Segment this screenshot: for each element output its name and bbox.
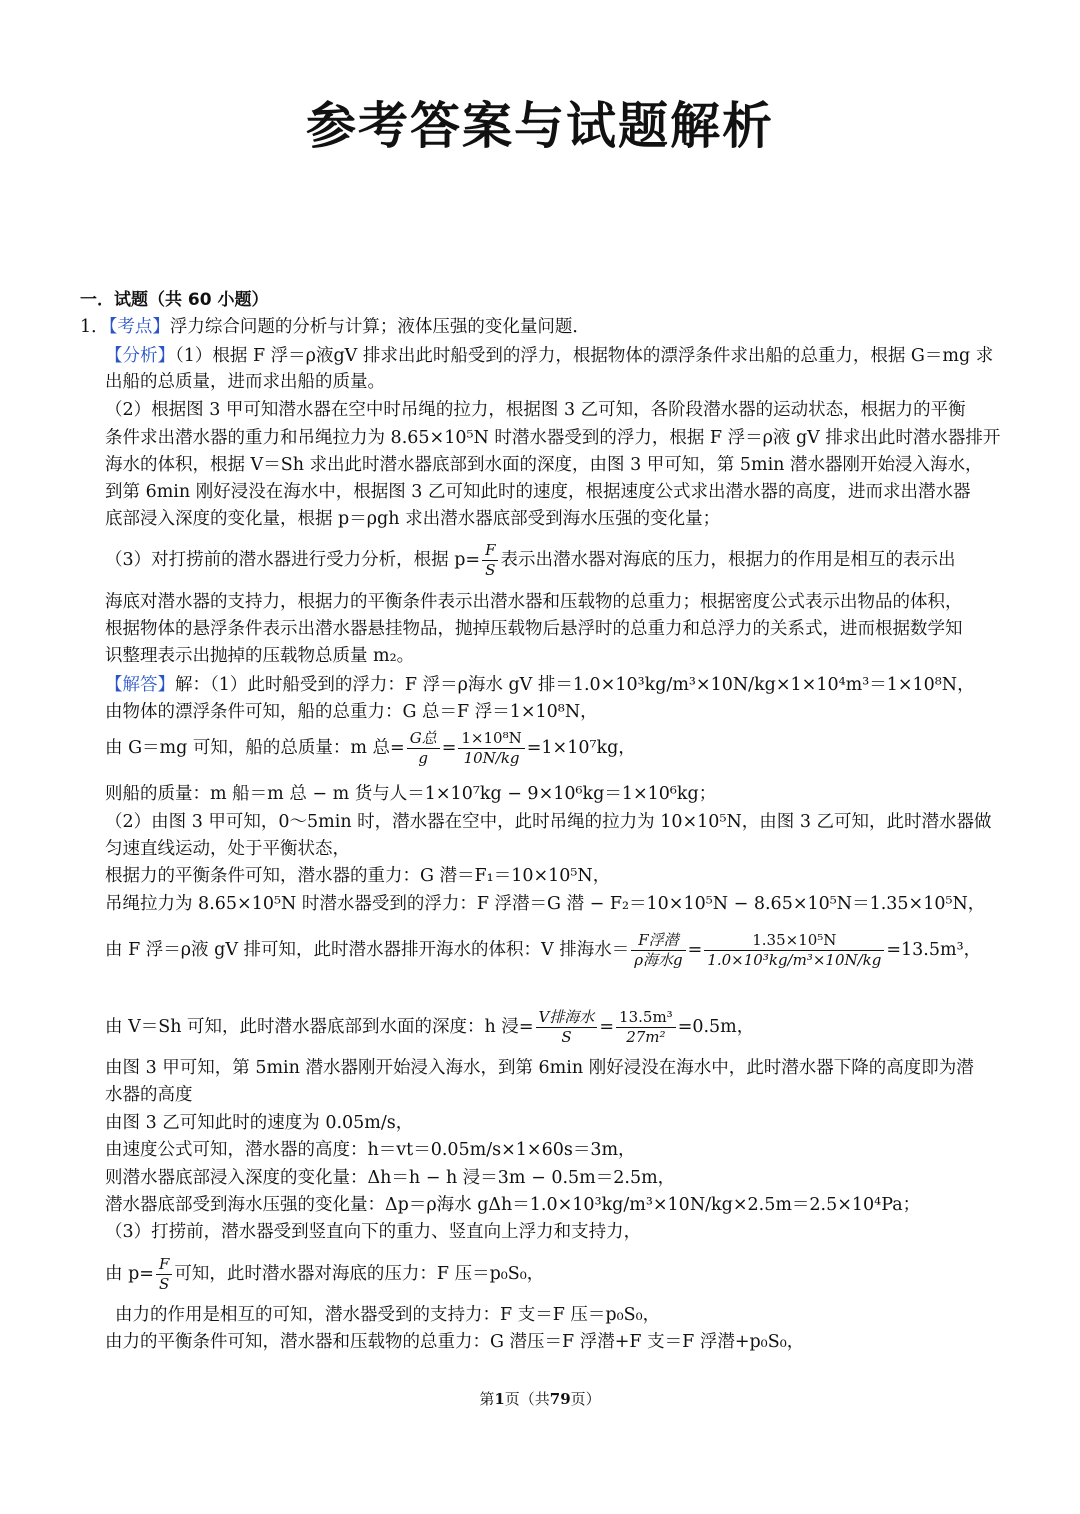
analysis-text: （3）对打捞前的潜水器进行受力分析，根据 p=	[105, 550, 481, 570]
fraction	[482, 541, 498, 580]
solution-line: 则船的质量：m 船＝m 总 − m 货与人＝1×10⁷kg − 9×10⁶kg＝1×10⁶kg；	[105, 784, 717, 804]
solution-line: 则潜水器底部浸入深度的变化量：Δh＝h − h 浸＝3m − 0.5m＝2.5m，	[105, 1168, 676, 1188]
solution-text: 由 G＝mg 可知，船的总质量：m 总=	[105, 738, 405, 758]
fraction-numerator: F	[482, 541, 498, 561]
solution-text: =1×10⁷kg，	[526, 738, 636, 758]
fraction-numerator: F浮潜	[631, 931, 685, 951]
solution-text: 可知，此时潜水器对海底的压力：F 压＝p₀S₀，	[174, 1264, 545, 1284]
tag-answer: 【解答】	[105, 675, 175, 695]
solution-text: =0.5m，	[677, 1017, 755, 1037]
analysis-line: 海底对潜水器的支持力，根据力的平衡条件表示出潜水器和压载物的总重力；根据密度公式表示出物品的体积，	[105, 592, 963, 612]
solution-text: 由 F 浮＝ρ液 gV 排可知，此时潜水器排开海水的体积：V 排海水＝	[105, 940, 630, 960]
fraction-numerator: G总	[407, 729, 440, 749]
solution-line: 由图 3 乙可知此时的速度为 0.05m/s，	[105, 1113, 414, 1133]
solution-text: 解：（1）此时船受到的浮力：F 浮＝ρ海水 gV 排＝1.0×10³kg/m³×10N/kg×1×10⁴m³＝1×10⁸N，	[175, 675, 975, 695]
footer-text: 页（共	[504, 1390, 550, 1408]
fraction-denominator: S	[159, 1275, 170, 1293]
fraction	[407, 729, 440, 768]
solution-line: 由速度公式可知，潜水器的高度：h＝vt＝0.05m/s×1×60s＝3m，	[105, 1140, 636, 1160]
question-number: 1．	[80, 317, 109, 337]
tag-point: 【考点】	[108, 317, 170, 337]
fraction-numerator: 1.35×10⁵N	[704, 931, 884, 951]
solution-text: 由 p=	[105, 1264, 154, 1284]
footer-text: 页）	[570, 1390, 601, 1408]
solution-line: 水器的高度	[105, 1085, 193, 1105]
fraction	[156, 1255, 172, 1294]
analysis-text: 表示出潜水器对海底的压力，根据力的作用是相互的表示出	[500, 550, 956, 570]
fraction	[631, 931, 685, 970]
analysis-line: 海水的体积，根据 V＝Sh 求出此时潜水器底部到水面的深度，由图 3 甲可知，第 5min 潜水器刚开始浸入海水，	[105, 455, 983, 475]
analysis-line: 条件求出潜水器的重力和吊绳拉力为 8.65×10⁵N 时潜水器受到的浮力，根据 F 浮＝ρ液 gV 排求出此时潜水器排开	[105, 428, 1001, 448]
fraction-denominator: g	[418, 749, 429, 767]
solution-line	[105, 1005, 754, 1049]
solution-text: 由 V＝Sh 可知，此时潜水器底部到水面的深度：h 浸=	[105, 1017, 534, 1037]
page-footer	[0, 1388, 1080, 1409]
analysis-line: 到第 6min 刚好浸没在海水中，根据图 3 乙可知此时的速度，根据速度公式求出潜水器的高度，进而求出潜水器	[105, 482, 971, 502]
analysis-line: 底部浸入深度的变化量，根据 p＝ρgh 求出潜水器底部受到海水压强的变化量；	[105, 509, 721, 529]
fraction	[704, 931, 884, 970]
fraction	[616, 1008, 676, 1047]
solution-line	[105, 928, 981, 972]
equals-sign: =	[441, 738, 457, 758]
solution-line: 匀速直线运动，处于平衡状态，	[105, 839, 350, 859]
analysis-line	[105, 344, 993, 368]
fraction-denominator: 1.0×10³kg/m³×10N/kg	[707, 951, 882, 969]
solution-line: 吊绳拉力为 8.65×10⁵N 时潜水器受到的浮力：F 浮潜＝G 潜 − F₂＝10×10⁵N − 8.65×10⁵N＝1.35×10⁵N，	[105, 894, 986, 914]
fraction-numerator: 13.5m³	[616, 1008, 676, 1028]
fraction-numerator: V排海水	[536, 1008, 598, 1028]
equals-sign: =	[687, 940, 703, 960]
page-number: 1	[494, 1390, 505, 1408]
analysis-line: 识整理表示出抛掉的压载物总质量 m₂。	[105, 646, 415, 666]
solution-line: 由力的平衡条件可知，潜水器和压载物的总重力：G 潜压＝F 浮潜+F 支＝F 浮潜+p₀S₀，	[105, 1332, 805, 1352]
analysis-line	[105, 541, 955, 580]
solution-line: （3）打捞前，潜水器受到竖直向下的重力、竖直向上浮力和支持力，	[105, 1222, 642, 1242]
fraction-denominator: 27m²	[626, 1028, 666, 1046]
page-title: 参考答案与试题解析	[306, 97, 774, 155]
solution-line	[105, 728, 636, 768]
solution-line: 由物体的漂浮条件可知，船的总重力：G 总＝F 浮＝1×10⁸N，	[105, 702, 598, 722]
solution-line: 由图 3 甲可知，第 5min 潜水器刚开始浸入海水，到第 6min 刚好浸没在海水中，此时潜水器下降的高度即为潜	[105, 1058, 974, 1078]
tag-analysis: 【分析】	[105, 346, 175, 366]
fraction	[458, 729, 524, 768]
fraction-numerator: F	[156, 1255, 172, 1275]
analysis-text: （1）根据 F 浮＝ρ液gV 排求出此时船受到的浮力，根据物体的漂浮条件求出船的总重力，根据 G＝mg 求	[175, 346, 994, 366]
solution-line	[105, 673, 975, 697]
section-heading: 一．试题（共 60 小题）	[80, 290, 269, 310]
fraction-numerator: 1×10⁸N	[458, 729, 524, 749]
fraction-denominator: 10N/kg	[463, 749, 520, 767]
solution-line	[105, 1254, 544, 1294]
solution-line: 潜水器底部受到海水压强的变化量：Δp＝ρ海水 gΔh＝1.0×10³kg/m³×10N/kg×2.5m＝2.5×10⁴Pa；	[105, 1195, 921, 1215]
solution-line: （2）由图 3 甲可知，0～5min 时，潜水器在空中，此时吊绳的拉力为 10×10⁵N，由图 3 乙可知，此时潜水器做	[105, 812, 992, 832]
analysis-line: （2）根据图 3 甲可知潜水器在空中时吊绳的拉力，根据图 3 乙可知，各阶段潜水器的运动状态，根据力的平衡	[105, 400, 966, 420]
question-1-point	[80, 315, 590, 339]
analysis-line: 根据物体的悬浮条件表示出潜水器悬挂物品，抛掉压载物后悬浮时的总重力和总浮力的关系式，进而根据数学知	[105, 619, 963, 639]
footer-text: 第	[479, 1390, 495, 1408]
fraction-denominator: S	[485, 561, 496, 579]
solution-line: 由力的作用是相互的可知，潜水器受到的支持力：F 支＝F 压＝p₀S₀，	[115, 1305, 661, 1325]
total-pages: 79	[549, 1390, 571, 1408]
solution-line: 根据力的平衡条件可知，潜水器的重力：G 潜＝F₁＝10×10⁵N，	[105, 866, 611, 886]
solution-text: =13.5m³，	[886, 940, 982, 960]
point-text: 浮力综合问题的分析与计算；液体压强的变化量问题．	[169, 317, 590, 337]
fraction	[536, 1008, 598, 1047]
fraction-denominator: ρ海水g	[634, 951, 683, 969]
fraction-denominator: S	[561, 1028, 572, 1046]
equals-sign: =	[599, 1017, 615, 1037]
analysis-line: 出船的总质量，进而求出船的质量。	[105, 372, 385, 392]
